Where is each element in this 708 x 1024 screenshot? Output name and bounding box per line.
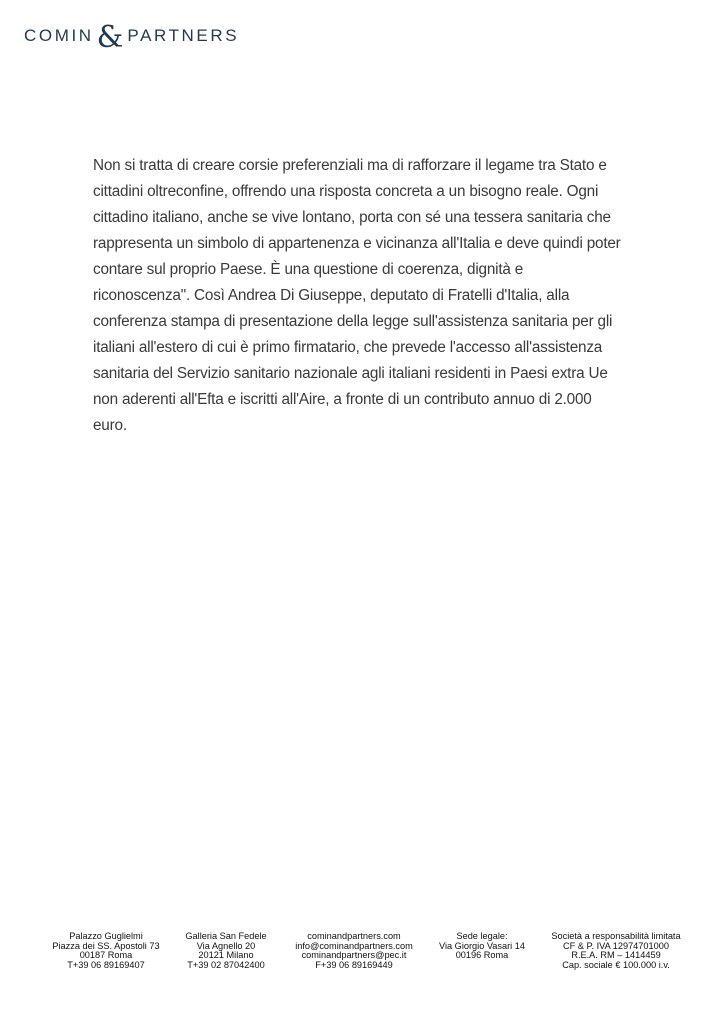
footer-company-line: Società a responsabilità limitata — [551, 931, 681, 941]
footer-company-line: Cap. sociale € 100.000 i.v. — [562, 959, 670, 970]
footer-legal-line: Via Giorgio Vasari 14 — [439, 940, 525, 951]
body-paragraph: Non si tratta di creare corsie preferenziali ma di rafforzare il legame tra Stato e cittadini oltreconfine, offrendo una risposta concreta a un bisogno reale. Ogni cittadino italiano, anche se vive lontano, porta con sé una tessera sanitaria che rappresenta un simbolo di appartenenza e vicinanza all'Italia e deve quindi poter contare sul proprio Paese. È una questione di coerenza, dignità e riconoscenza". Così Andrea Di Giuseppe, deputato di Fratelli d'Italia, alla conferenza stampa di presentazione della legge sull'assistenza sanitaria per gli italiani all'estero di cui è primo firmatario, che prevede l'accesso all'assistenza sanitaria del Servizio sanitario nazionale agli italiani residenti in Paesi extra Ue non aderenti all'Efta e iscritti all'Aire, a fronte di un contributo annuo di 2.000 euro. — [93, 157, 621, 434]
footer-milano-line: T+39 02 87042400 — [187, 959, 265, 970]
logo-word-comin: COMIN — [24, 26, 94, 45]
page-footer — [0, 932, 708, 982]
footer-company-info — [540, 932, 692, 970]
footer-company-line: R.E.A. RM – 1414459 — [571, 950, 661, 960]
footer-legal-seat — [430, 932, 534, 961]
footer-roma-line: T+39 06 89169407 — [67, 959, 145, 970]
footer-office-roma — [48, 932, 164, 970]
logo-ampersand: & — [96, 20, 124, 55]
company-logo — [24, 20, 240, 55]
footer-roma-line: 00187 Roma — [79, 950, 133, 960]
footer-roma-line: Palazzo Guglielmi — [69, 931, 143, 941]
footer-email[interactable]: info@cominandpartners.com — [295, 940, 413, 951]
press-release-body — [93, 153, 623, 439]
footer-fax: F+39 06 89169449 — [315, 959, 393, 970]
logo-word-partners: PARTNERS — [127, 26, 240, 45]
footer-company-line: CF & P. IVA 12974701000 — [563, 940, 669, 951]
footer-roma-line: Piazza dei SS. Apostoli 73 — [52, 940, 160, 951]
footer-legal-line: Sede legale: — [456, 931, 508, 941]
footer-milano-line: Via Agnello 20 — [196, 940, 256, 951]
footer-office-milano — [172, 932, 280, 970]
footer-milano-line: 20121 Milano — [198, 950, 254, 960]
footer-contacts — [288, 932, 420, 970]
footer-website[interactable]: cominandpartners.com — [307, 931, 401, 941]
footer-pec-email[interactable]: cominandpartners@pec.it — [301, 950, 407, 960]
footer-milano-line: Galleria San Fedele — [185, 931, 267, 941]
footer-legal-line: 00196 Roma — [455, 950, 509, 960]
